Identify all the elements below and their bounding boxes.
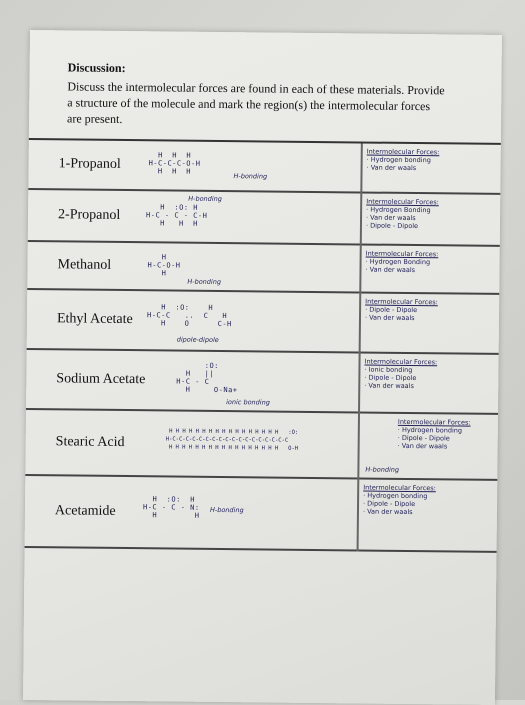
force-item: · Van der waals <box>397 441 448 451</box>
table-row <box>25 410 498 481</box>
table-row <box>27 290 500 355</box>
molecule-name: 2-Propanol <box>57 207 121 223</box>
molecule-structure: H :O: H H-C - C - N: H H <box>142 495 200 520</box>
force-item: · Van der waals <box>366 213 416 223</box>
table-row <box>27 242 499 295</box>
structure-annotation: H-bonding <box>233 172 268 181</box>
forces-list <box>398 418 525 451</box>
table-row <box>28 140 500 195</box>
molecule-structure: H H-C-O-H H <box>147 253 181 278</box>
structure-annotation: H-bonding <box>365 465 400 474</box>
force-item: · Van der waals <box>362 507 413 517</box>
forces-list <box>363 484 493 517</box>
structure-annotation: dipole-dipole <box>176 335 219 344</box>
force-item: · Dipole - Dipole <box>365 221 419 231</box>
molecule-name: Ethyl Acetate <box>56 311 133 328</box>
force-item: · Van der waals <box>366 163 417 173</box>
force-item: · Hydrogen bonding <box>363 491 428 501</box>
molecule-structure: H H H H-C-C-C-O-H H H H <box>148 151 201 176</box>
force-item: · Dipole - Dipole <box>364 373 417 383</box>
forces-title: Intermolecular Forces: <box>366 147 440 157</box>
discussion-heading: Discussion: <box>67 60 126 76</box>
forces-title: Intermolecular Forces: <box>364 357 438 367</box>
molecule-structure: H :O: H H-C - C - C-H H H H <box>145 203 208 228</box>
forces-list <box>365 250 495 275</box>
table-row <box>25 476 498 553</box>
forces-title: Intermolecular Forces: <box>363 483 436 493</box>
discussion-prompt: Discuss the intermolecular forces are found in each of these materials. Provide a structure of the molecule and mark the region(s) the intermolecular forces are present. <box>67 79 445 126</box>
force-item: · Dipole - Dipole <box>397 433 450 443</box>
force-item: · Hydrogen Bonding <box>366 205 431 215</box>
molecule-name: Sodium Acetate <box>56 371 146 388</box>
molecule-table <box>25 138 501 553</box>
forces-list <box>364 358 494 391</box>
molecule-structure: :O: H || H-C - C H O-Na+ <box>176 361 238 395</box>
force-item: · Ionic bonding <box>364 365 413 375</box>
structure-annotation: H-bonding <box>209 505 244 515</box>
structure-annotation: ionic bonding <box>226 398 270 407</box>
force-item: · Van der waals <box>364 381 414 391</box>
forces-title: Intermolecular Forces: <box>397 417 471 427</box>
force-item: · Hydrogen bonding <box>366 155 431 165</box>
worksheet-page <box>23 30 502 705</box>
molecule-name: Methanol <box>57 257 112 273</box>
forces-list <box>365 298 495 323</box>
forces-list <box>366 198 496 231</box>
molecule-name: Stearic Acid <box>55 434 125 451</box>
molecule-structure: H H H H H H H H H H H H H H H H H :O: H-C-C-C-C-C-C-C-C-C-C-C-C-C-C-C-C-C-C H H H H H H H H H H H H H H H H H O-H <box>165 428 299 452</box>
force-item: · Van der waals <box>364 313 415 323</box>
forces-title: Intermolecular Forces: <box>366 197 439 207</box>
table-row <box>28 190 501 247</box>
force-item: · Dipole - Dipole <box>365 305 418 315</box>
forces-title: Intermolecular Forces: <box>365 249 439 259</box>
force-item: · Hydrogen Bonding <box>365 257 431 267</box>
force-item: · Hydrogen bonding <box>397 425 463 435</box>
forces-title: Intermolecular Forces: <box>365 297 438 307</box>
force-item: · Van der waals <box>365 265 416 275</box>
forces-list <box>367 148 497 173</box>
structure-annotation: H-bonding <box>187 277 222 287</box>
table-row <box>26 350 499 415</box>
molecule-name: Acetamide <box>54 503 116 519</box>
force-item: · Dipole - Dipole <box>363 499 416 509</box>
molecule-structure: H :O: H H-C-C .. C H H O C-H <box>146 303 232 329</box>
structure-annotation: H-bonding <box>188 194 222 204</box>
molecule-name: 1-Propanol <box>58 156 121 172</box>
